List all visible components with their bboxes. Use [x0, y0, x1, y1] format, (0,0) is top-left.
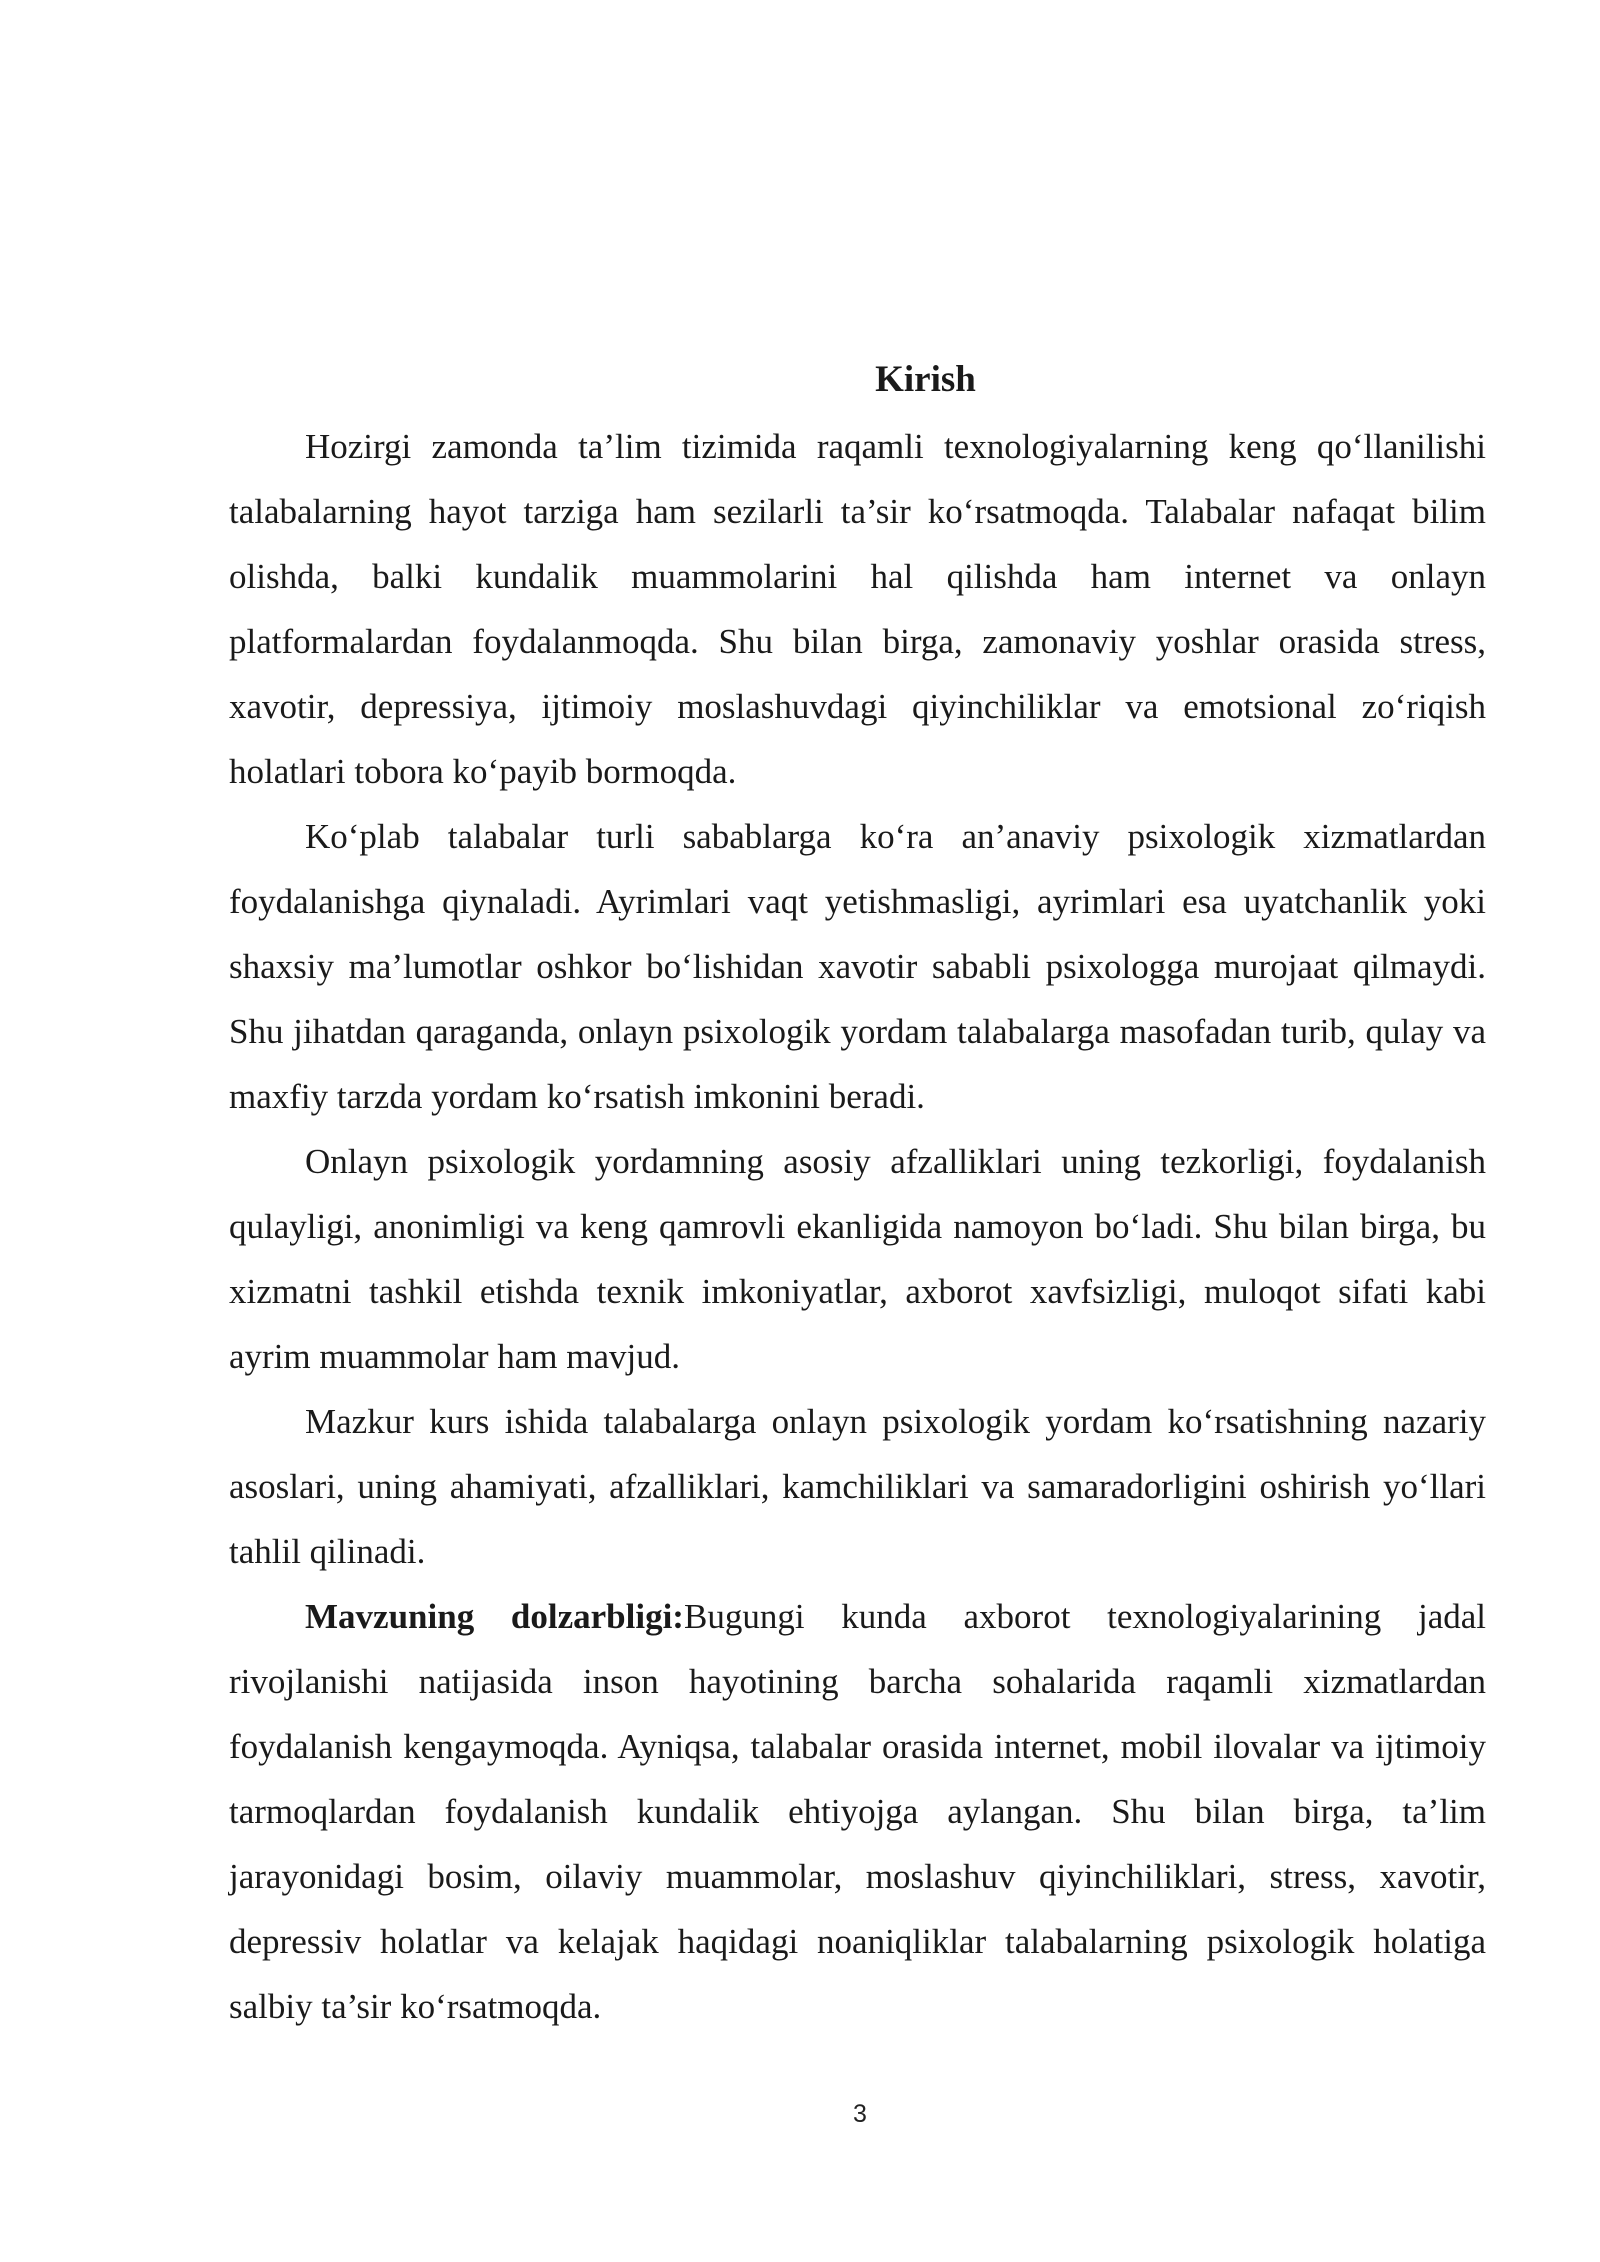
- relevance-text: Bugungi kunda axborot texnologiyalarining jadal rivojlanishi natijasida inson hayotining barcha sohalarida raqamli xizmatlardan foydalanish kengaymoqda. Ayniqsa, talabalar orasida internet, mobil ilovalar va ijtimoiy tarmoqlardan foydalanish kundalik ehtiyojga aylangan. Shu bilan birga, ta’lim jarayonidagi bosim, oilaviy muammolar, moslashuv qiyinchiliklari, stress, xavotir, depressiv holatlar va kelajak haqidagi noaniqliklar talabalarning psixologik holatiga salbiy ta’sir ko‘rsatmoqda.: [229, 1597, 1486, 2026]
- document-page: [229, 352, 1486, 2039]
- paragraph-intro: Hozirgi zamonda ta’lim tizimida raqamli texnologiyalarning keng qo‘llanilishi talabalarning hayot tarziga ham sezilarli ta’sir ko‘rsatmoqda. Talabalar nafaqat bilim olishda, balki kundalik muammolarini hal qilishda ham internet va onlayn platformalardan foydalanmoqda. Shu bilan birga, zamonaviy yoshlar orasida stress, xavotir, depressiya, ijtimoiy moslashuvdagi qiyinchiliklar va emotsional zo‘riqish holatlari tobora ko‘payib bormoqda.: [229, 427, 1486, 791]
- paragraph-advantages: Onlayn psixologik yordamning asosiy afzalliklari uning tezkorligi, foydalanish qulayligi, anonimligi va keng qamrovli ekanligida namoyon bo‘ladi. Shu bilan birga, bu xizmatni tashkil etishda texnik imkoniyatlar, axborot xavfsizligi, muloqot sifati kabi ayrim muammolar ham mavjud.: [229, 1142, 1486, 1376]
- page-number: 3: [853, 2100, 867, 2128]
- paragraph-students: Ko‘plab talabalar turli sabablarga ko‘ra an’anaviy psixologik xizmatlardan foydalanishga qiynaladi. Ayrimlari vaqt yetishmasligi, ayrimlari esa uyatchanlik yoki shaxsiy ma’lumotlar oshkor bo‘lishidan xavotir sababli psixologga murojaat qilmaydi. Shu jihatdan qaraganda, onlayn psixologik yordam talabalarga masofadan turib, qulay va maxfiy tarzda yordam ko‘rsatish imkonini beradi.: [229, 817, 1486, 1116]
- section-heading: Kirish: [875, 359, 976, 400]
- paragraph-relevance: [229, 1584, 1486, 2039]
- paragraph-course-work: Mazkur kurs ishida talabalarga onlayn psixologik yordam ko‘rsatishning nazariy asoslari, uning ahamiyati, afzalliklari, kamchiliklari va samaradorligini oshirish yo‘llari tahlil qilinadi.: [229, 1402, 1486, 1571]
- relevance-lead: Mavzuning dolzarbligi:: [305, 1597, 684, 1636]
